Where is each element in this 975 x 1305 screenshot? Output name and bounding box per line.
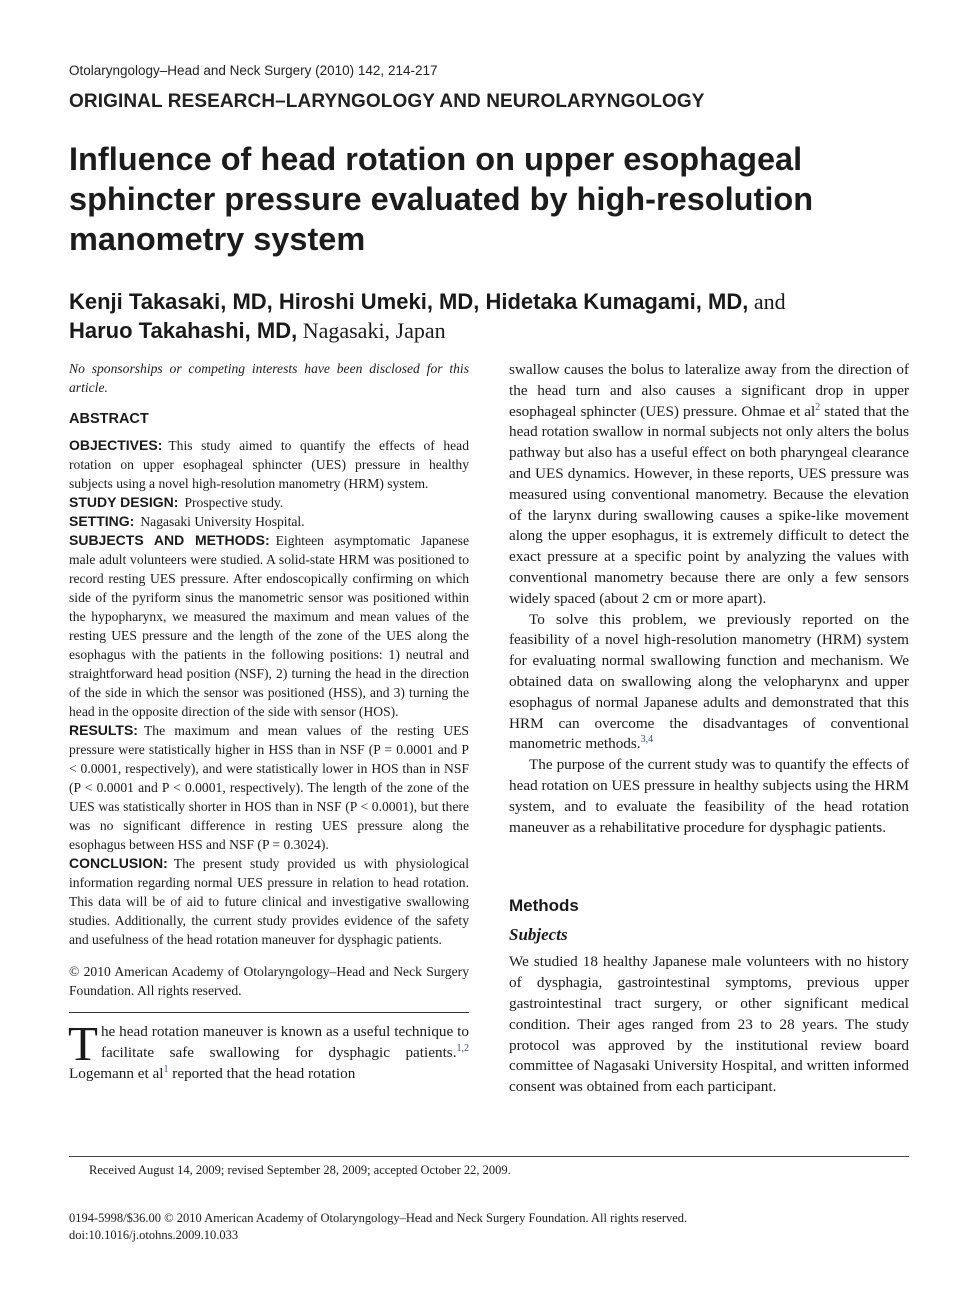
abstract-setting <box>69 512 469 531</box>
intro-text: swallow causes the bolus to lateralize away from the direction of the head turn and also causes a significant drop in upper esophageal sphincter (UES) pressure. Ohmae et al <box>509 361 909 420</box>
citation-link[interactable]: 1 <box>163 1063 169 1075</box>
copyright-notice: © 2010 American Academy of Otolaryngology–Head and Neck Surgery Foundation. All rights reserved. <box>69 964 469 998</box>
divider <box>69 1012 469 1013</box>
intro-paragraph-1-continued <box>509 360 909 610</box>
intro-paragraph-2 <box>509 610 909 756</box>
drop-cap: T <box>68 1016 98 1071</box>
abstract-heading: ABSTRACT <box>69 411 149 427</box>
abstract-results <box>69 721 469 854</box>
abstract-text: The present study provided us with physiological information regarding normal UES pressure in relation to head rotation. This data will be of aid to future clinical and investigative swallowing studies. Additionally, the current study provides evidence of the safety and usefulness of the head rotation maneuver for dysphagic patients. <box>69 856 469 947</box>
intro-paragraph-1 <box>68 1016 469 1084</box>
abstract-label: RESULTS: <box>69 722 138 738</box>
abstract-text: Nagasaki University Hospital. <box>140 514 305 529</box>
right-column <box>509 360 909 1098</box>
author-list <box>69 287 929 345</box>
citation-link[interactable]: 3,4 <box>640 734 654 746</box>
abstract-label: CONCLUSION: <box>69 855 168 871</box>
article-title: Influence of head rotation on upper esophageal sphincter pressure evaluated by high-resolution manometry system <box>69 141 814 257</box>
intro-text: he head rotation maneuver is known as a useful technique to facilitate safe swallowing for dysphagic patients. <box>100 1023 469 1061</box>
methods-heading: Methods <box>509 896 579 916</box>
subjects-subheading: Subjects <box>509 925 568 945</box>
abstract-label: SETTING: <box>69 513 135 529</box>
abstract-conclusion <box>69 854 469 949</box>
abstract-label: SUBJECTS AND METHODS: <box>69 532 270 548</box>
journal-citation: Otolaryngology–Head and Neck Surgery (2010) 142, 214-217 <box>69 63 438 78</box>
abstract-methods <box>69 531 469 721</box>
abstract-text: Eighteen asymptomatic Japanese male adult volunteers were studied. A solid-state HRM was positioned to record resting UES pressure. After endoscopically confirming on which side of the pyriform sinus the manometric sensor was positioned within the hypopharynx, we measured the maximum and mean values of the resting UES pressure and the length of the zone of the UES along the esophagus with the patients in the following positions: 1) neutral and straightforward head position (NSF), 2) turning the head in the direction of the side in which the sensor was positioned (HSS), and 3) turning the head in the opposite direction of the side with sensor (HOS). <box>69 533 469 719</box>
authors-line-2: Haruo Takahashi, MD, <box>69 318 298 343</box>
abstract-text: This study aimed to quantify the effects of head rotation on upper esophageal sphincter (UES) pressure in healthy subjects using a novel high-resolution manometry (HRM) system. <box>69 438 469 491</box>
citation-link[interactable]: 1,2 <box>456 1042 469 1054</box>
intro-text: Logemann et al <box>69 1064 164 1082</box>
abstract-text: The maximum and mean values of the resting UES pressure were statistically higher in HSS than in NSF (P = 0.0001 and P < 0.0001, respectively), and were statistically lower in HOS than in NSF (P < 0.0001 and P < 0.0001, respectively). The length of the zone of the UES was statistically shorter in HOS than in NSF (P < 0.0001), but there was no significant difference in resting UES pressure along the esophagus between HSS and NSF (P = 0.3024). <box>69 723 469 852</box>
intro-text: To solve this problem, we previously reported on the feasibility of a novel high-resolution manometry (HRM) system for evaluating normal swallowing function and mechanism. We obtained data on swallowing along the velopharynx and upper esophagus of normal Japanese adults and demonstrated that this HRM can overcome the disadvantages of conventional manometric methods. <box>509 610 909 753</box>
abstract-objectives <box>69 436 469 493</box>
author-location: Nagasaki, Japan <box>302 318 446 343</box>
issn-line: 0194-5998/$36.00 © 2010 American Academy of Otolaryngology–Head and Neck Surgery Foundation. All rights reserved. <box>69 1211 688 1225</box>
abstract-text: Prospective study. <box>184 495 284 510</box>
authors-line-1: Kenji Takasaki, MD, Hiroshi Umeki, MD, Hidetaka Kumagami, MD, <box>69 289 749 314</box>
section-heading: ORIGINAL RESEARCH–LARYNGOLOGY AND NEUROLARYNGOLOGY <box>69 91 705 112</box>
intro-paragraph-3: The purpose of the current study was to quantify the effects of head rotation on UES pressure in healthy subjects using the HRM system, and to evaluate the feasibility of the head rotation maneuver as a rehabilitative procedure for dysphagic patients. <box>509 756 909 836</box>
citation-link[interactable]: 2 <box>815 401 821 413</box>
methods-paragraph-1: We studied 18 healthy Japanese male volunteers with no history of dysphagia, gastrointestinal symptoms, previous upper gastrointestinal tract surgery, or other significant medical condition. Their ages ranged from 23 to 28 years. The study protocol was approved by the institutional review board committee of Nagasaki University Hospital, and written informed consent was obtained from each participant. <box>509 953 909 1096</box>
abstract-design <box>69 493 469 512</box>
authors-and: and <box>753 289 786 314</box>
abstract-label: STUDY DESIGN: <box>69 494 179 510</box>
footnote-divider <box>69 1156 909 1157</box>
received-dates: Received August 14, 2009; revised September 28, 2009; accepted October 22, 2009. <box>89 1163 511 1177</box>
intro-text: reported that the head rotation <box>168 1064 356 1082</box>
intro-text: stated that the head rotation swallow in normal subjects not only alters the bolus pathway but also has a useful effect on both pharyngeal clearance and UES dynamics. However, in these reports, UES pressure was measured using conventional manometry. Because the elevation of the larynx during swallowing causes a spike-like movement along the upper esophagus, it is extremely difficult to detect the exact pressure at a specific point by analyzing the values with conventional manometry because there are only a few sensors widely spaced (about 2 cm or more apart). <box>509 402 909 607</box>
abstract-label: OBJECTIVES: <box>69 437 163 453</box>
doi-link[interactable]: doi:10.1016/j.otohns.2009.10.033 <box>69 1228 239 1242</box>
disclosure-note: No sponsorships or competing interests have been disclosed for this article. <box>69 361 469 395</box>
left-column <box>69 360 469 1084</box>
